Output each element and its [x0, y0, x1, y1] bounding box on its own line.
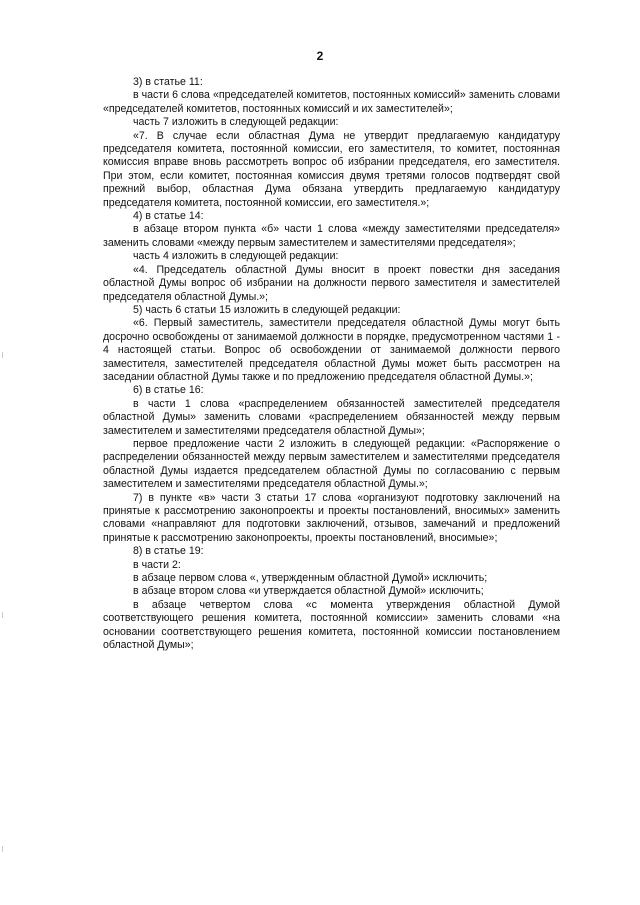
paragraph: «7. В случае если областная Дума не утвердит предлагаемую кандидатуру председателя комитета, постоянной комиссии, его заместителя, то комитет, постоянная комиссия вправе вновь рассмотреть вопрос об избрании председателя, его заместителя. При этом, если комитет, постоянная комиссия двумя третями голосов подтвердят свой прежний выбор, областная Дума обязана утвердить предлагаемую кандидатуру председателя комитета, постоянной комиссии, его заместителя.»; — [103, 129, 560, 209]
paragraph: 3) в статье 11: — [133, 76, 203, 88]
paragraph: первое предложение части 2 изложить в следующей редакции: «Распоряжение о распределении обязанностей между первым заместителем и заместителями председателя областной Думы издается председателем областной Думы по согласованию с первым заместителем и заместителями председателя областной Думы.»; — [103, 437, 560, 491]
paragraph: «6. Первый заместитель, заместители председателя областной Думы могут быть досрочно освобождены от занимаемой должности в порядке, предусмотренном частями 1 - 4 настоящей статьи. Вопрос об освобождении от занимаемой должности первого заместителя, заместителей председателя областной Думы может быть рассмотрен на заседании областной Думы также и по предложению председателя областной Думы.»; — [103, 317, 560, 383]
paragraph: часть 4 изложить в следующей редакции: — [133, 250, 339, 263]
paragraph: в части 6 слова «председателей комитетов, постоянных комиссий» заменить словами «председателей комитетов, постоянных комиссий и их заместителей»; — [103, 89, 560, 115]
page-number: 2 — [316, 49, 324, 63]
paragraph: в абзаце четвертом слова «с момента утверждения областной Думой соответствующего решения комитета, постоянной комиссии» заменить словами «на основании соответствующего решения комитета, постоянной комиссии постановлением областной Думы»; — [103, 598, 560, 652]
paragraph: в абзаце втором пункта «б» части 1 слова «между заместителями председателя» заменить словами «между первым заместителем и заместителями председателя»; — [103, 223, 560, 249]
scan-edge-mark — [2, 612, 3, 618]
scan-edge-mark — [2, 846, 3, 852]
scan-edge-mark — [2, 352, 3, 358]
paragraph: в части 2: — [133, 558, 181, 571]
document-body — [103, 76, 560, 652]
paragraph: в абзаце втором слова «и утверждается областной Думой» исключить; — [133, 585, 484, 598]
paragraph: 4) в статье 14: — [133, 210, 204, 223]
paragraph: часть 7 изложить в следующей редакции: — [133, 116, 339, 129]
paragraph: 7) в пункте «в» части 3 статьи 17 слова «организуют подготовку заключений на принятые к рассмотрению законопроекты и проекты постановлений, вносимых» заменить словами «направляют для подготовки заключений, отзывов, замечаний и предложений принятые к рассмотрению законопроекты, проекты постановлений, вносимые»; — [103, 491, 560, 544]
paragraph: 6) в статье 16: — [133, 384, 204, 397]
paragraph: 5) часть 6 статьи 15 изложить в следующей редакции: — [133, 303, 401, 316]
paragraph: 8) в статье 19: — [133, 545, 204, 558]
paragraph: «4. Председатель областной Думы вносит в проект повестки дня заседания областной Думы вопрос об избрании на должности первого заместителя и заместителей председателя областной Думы.»; — [103, 263, 560, 303]
paragraph: в части 1 слова «распределением обязанностей заместителей председателя областной Думы» заменить словами «распределением обязанностей между первым заместителем и заместителями председателя областной Думы»; — [103, 397, 560, 437]
paragraph: в абзаце первом слова «, утвержденным областной Думой» исключить; — [133, 572, 488, 585]
